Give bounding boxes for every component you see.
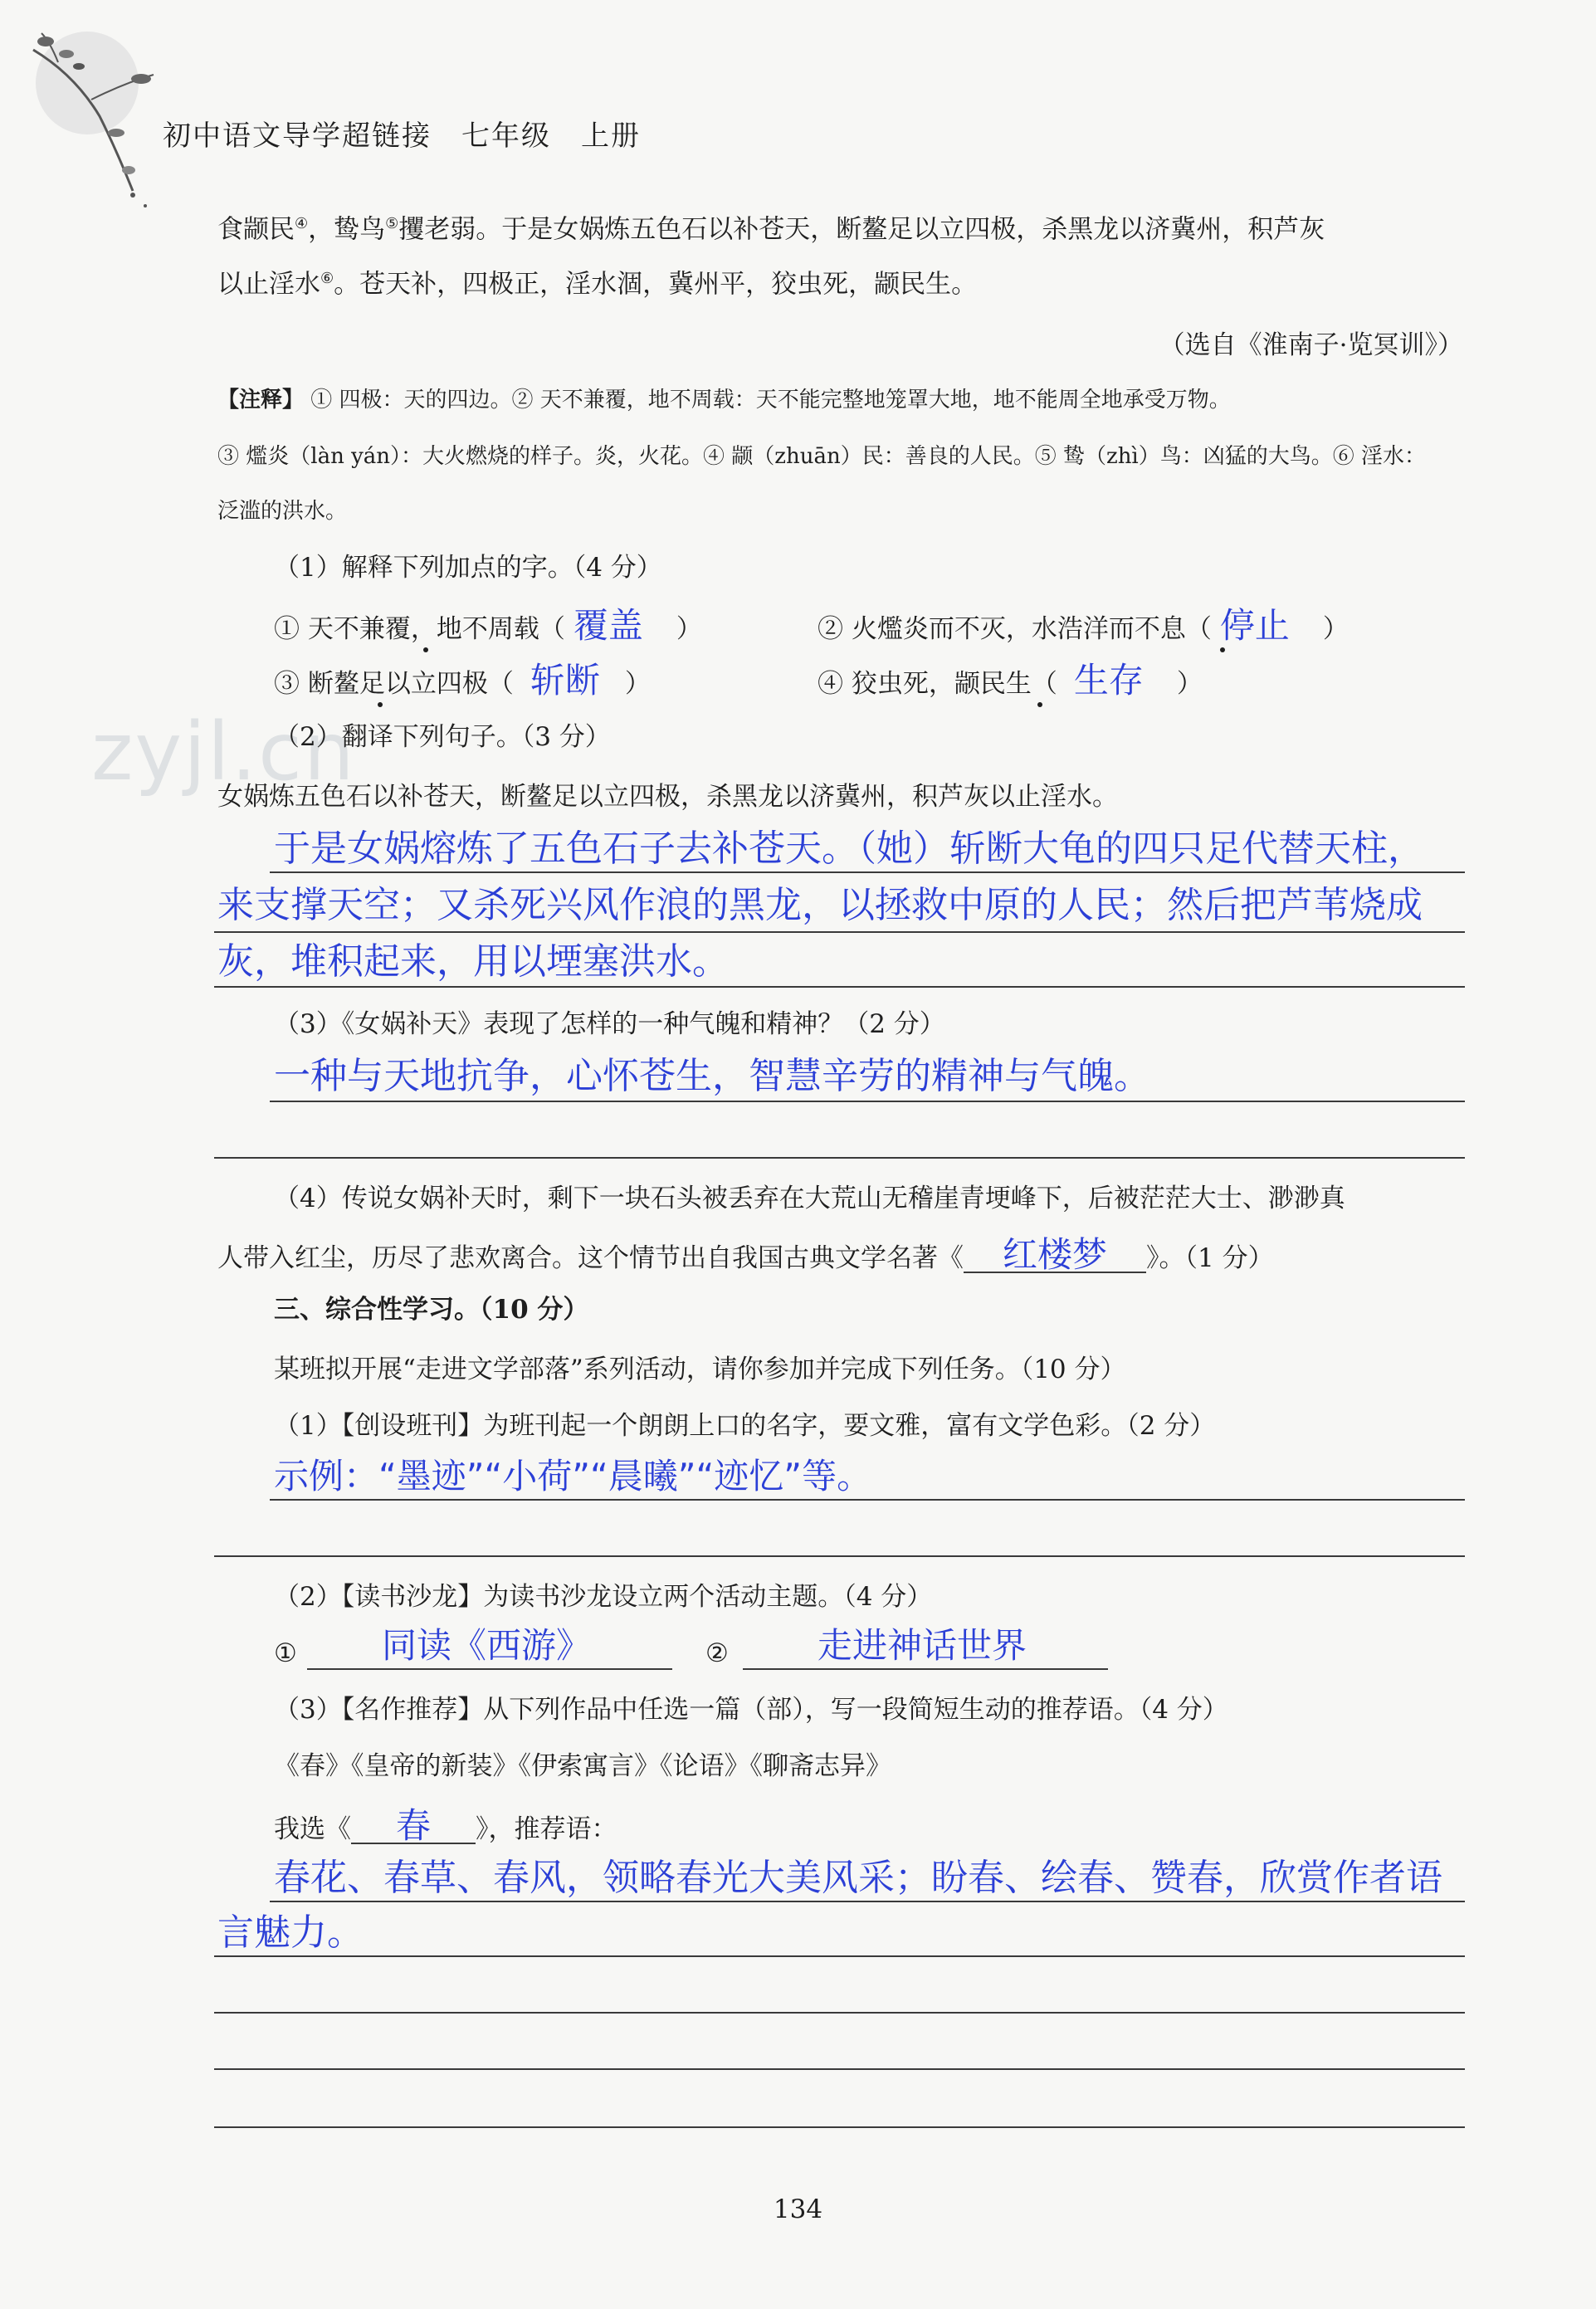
emphasis-dot (423, 647, 428, 652)
task-3-answer-line-1: 春花、春草、春风，领略春光大美风采；盼春、绘春、赞春，欣赏作者语 (274, 1857, 1442, 1899)
task-3-text: 我选《 (274, 1814, 351, 1844)
q2-sentence: 女娲炼五色石以补苍天，断鳌足以立四极，杀黑龙以济冀州，积芦灰以止淫水。 (217, 782, 1118, 812)
q2-answer-line-2: 来支撑天空；又杀死兴风作浪的黑龙，以拯救中原的人民；然后把芦苇烧成 (217, 884, 1423, 926)
task-3-prompt: （3）【名作推荐】从下列作品中任选一篇（部），写一段简短生动的推荐语。（4 分） (274, 1695, 1228, 1725)
answer-line (214, 986, 1465, 988)
footnote-marker: ⑥ (320, 270, 334, 287)
q2-prompt: （2）翻译下列句子。（3 分） (274, 722, 611, 752)
emphasis-dot (378, 702, 383, 707)
passage-text: 攫老弱。于是女娲炼五色石以补苍天，断鳌足以立四极，杀黑龙以济冀州，积芦灰 (398, 214, 1325, 245)
q1-item-text: ③ 断鳌足以立四极（ (274, 669, 514, 699)
notes-line-1 (217, 383, 1231, 417)
answer-line (214, 2068, 1465, 2070)
task-3-answer-line-2: 言魅力。 (217, 1911, 364, 1954)
answer-line (214, 1157, 1465, 1159)
notes-text: ① 四极：天的四边。② 天不兼覆，地不周载：天不能完整地笼罩大地，地不能周全地承受万物。 (304, 388, 1231, 412)
answer-line (270, 871, 1465, 873)
task-2-answer-1: 同读《西游》 (382, 1625, 592, 1666)
notes-label: 【注释】 (217, 388, 305, 412)
passage-text: 。苍天补，四极正，淫水涸，冀州平，狡虫死，颛民生。 (334, 269, 978, 300)
emphasis-dot (1220, 647, 1225, 652)
q1-item-3 (274, 662, 651, 702)
passage-text: 以止淫水 (217, 269, 320, 300)
q1-answer-4: 生存 (1073, 660, 1144, 701)
answer-line (214, 2126, 1465, 2128)
passage-line-2 (217, 261, 977, 302)
q3-prompt: （3）《女娲补天》表现了怎样的一种气魄和精神？（2 分） (274, 1009, 945, 1039)
q1-item-close: ） (1176, 669, 1203, 699)
task-1-prompt: （1）【创设班刊】为班刊起一个朗朗上口的名字，要文雅，富有文学色彩。（2 分） (274, 1411, 1216, 1441)
answer-underline (743, 1668, 1108, 1670)
task-2-answer-2: 走进神话世界 (818, 1625, 1027, 1666)
answer-underline (307, 1668, 672, 1670)
q4-line-1: （4）传说女娲补天时，剩下一块石头被丢弃在大荒山无稽崖青埂峰下，后被茫茫大士、渺渺真 (274, 1184, 1345, 1213)
task-2-num-2: ② (705, 1638, 729, 1668)
q1-item-text: ② 火爁炎而不灭，水浩洋而不息（ (818, 614, 1212, 644)
q3-answer: 一种与天地抗争，心怀苍生，智慧辛劳的精神与气魄。 (274, 1055, 1150, 1097)
emphasis-dot (1037, 702, 1042, 707)
q1-item-4 (818, 662, 1203, 702)
q1-answer-2: 停止 (1219, 605, 1290, 646)
q2-answer-line-3: 灰，堆积起来，用以堙塞洪水。 (217, 940, 729, 983)
passage-text: ，鸷鸟 (308, 214, 386, 245)
task-2-num-1: ① (274, 1638, 297, 1668)
task-3-text: 》，推荐语： (476, 1814, 617, 1844)
task-1-answer: 示例：“墨迹”“小荷”“晨曦”“迹忆”等。 (274, 1456, 872, 1496)
footnote-marker: ⑤ (385, 215, 399, 232)
q1-item-text: ④ 狡虫死，颛民生（ (818, 669, 1057, 699)
task-3-choose (274, 1805, 617, 1848)
q1-item-close: ） (1322, 614, 1349, 644)
q4-answer: 红楼梦 (964, 1238, 1146, 1273)
q1-answer-1: 覆盖 (573, 605, 643, 646)
q4-text: 人带入红尘，历尽了悲欢离合。这个情节出自我国古典文学名著《 (217, 1243, 964, 1273)
q1-item-text: ① 天不兼覆，地不周载（ (274, 614, 565, 644)
answer-line (214, 1555, 1465, 1557)
answer-line (270, 1901, 1465, 1902)
task-3-choice: 春 (351, 1809, 476, 1844)
notes-line-2: ③ 爁炎（làn yán）：大火燃烧的样子。炎，火花。④ 颛（zhuān）民：善良的人民。⑤ 鸷（zhì）鸟：凶猛的大鸟。⑥ 淫水： (217, 444, 1427, 469)
q1-answer-3: 斩断 (530, 660, 600, 701)
section-3-title: 三、综合性学习。（10 分） (274, 1295, 589, 1325)
page-number: 134 (773, 2194, 823, 2224)
answer-line (214, 1955, 1465, 1957)
answer-line (270, 1101, 1465, 1102)
site-watermark: zyjl.cn (91, 705, 356, 798)
task-2-prompt: （2）【读书沙龙】为读书沙龙设立两个活动主题。（4 分） (274, 1582, 933, 1612)
task-3-works: 《春》《皇帝的新装》《伊索寓言》《论语》《聊斋志异》 (274, 1751, 891, 1781)
header-branch-illustration (8, 17, 174, 207)
footnote-marker: ④ (295, 215, 309, 232)
answer-line (214, 2012, 1465, 2014)
q2-answer-line-1: 于是女娲熔炼了五色石子去补苍天。（她）斩断大龟的四只足代替天柱， (274, 827, 1424, 870)
q1-item-close: ） (676, 614, 702, 644)
passage-line-1 (217, 206, 1325, 247)
notes-line-3: 泛滥的洪水。 (217, 499, 348, 524)
passage-source: （选自《淮南子·览冥训》） (1159, 330, 1463, 360)
book-title: 初中语文导学超链接 七年级 上册 (163, 120, 641, 153)
passage-text: 食颛民 (217, 214, 295, 245)
answer-line (270, 1499, 1465, 1501)
section-3-intro: 某班拟开展“走进文学部落”系列活动，请你参加并完成下列任务。（10 分） (274, 1355, 1126, 1384)
q1-prompt: （1）解释下列加点的字。（4 分） (274, 553, 662, 583)
q1-item-2 (818, 605, 1349, 647)
q1-item-close: ） (624, 669, 651, 699)
q1-item-1 (274, 605, 702, 647)
q4-text: 》。（1 分） (1146, 1243, 1274, 1273)
q4-line-2 (217, 1234, 1274, 1277)
